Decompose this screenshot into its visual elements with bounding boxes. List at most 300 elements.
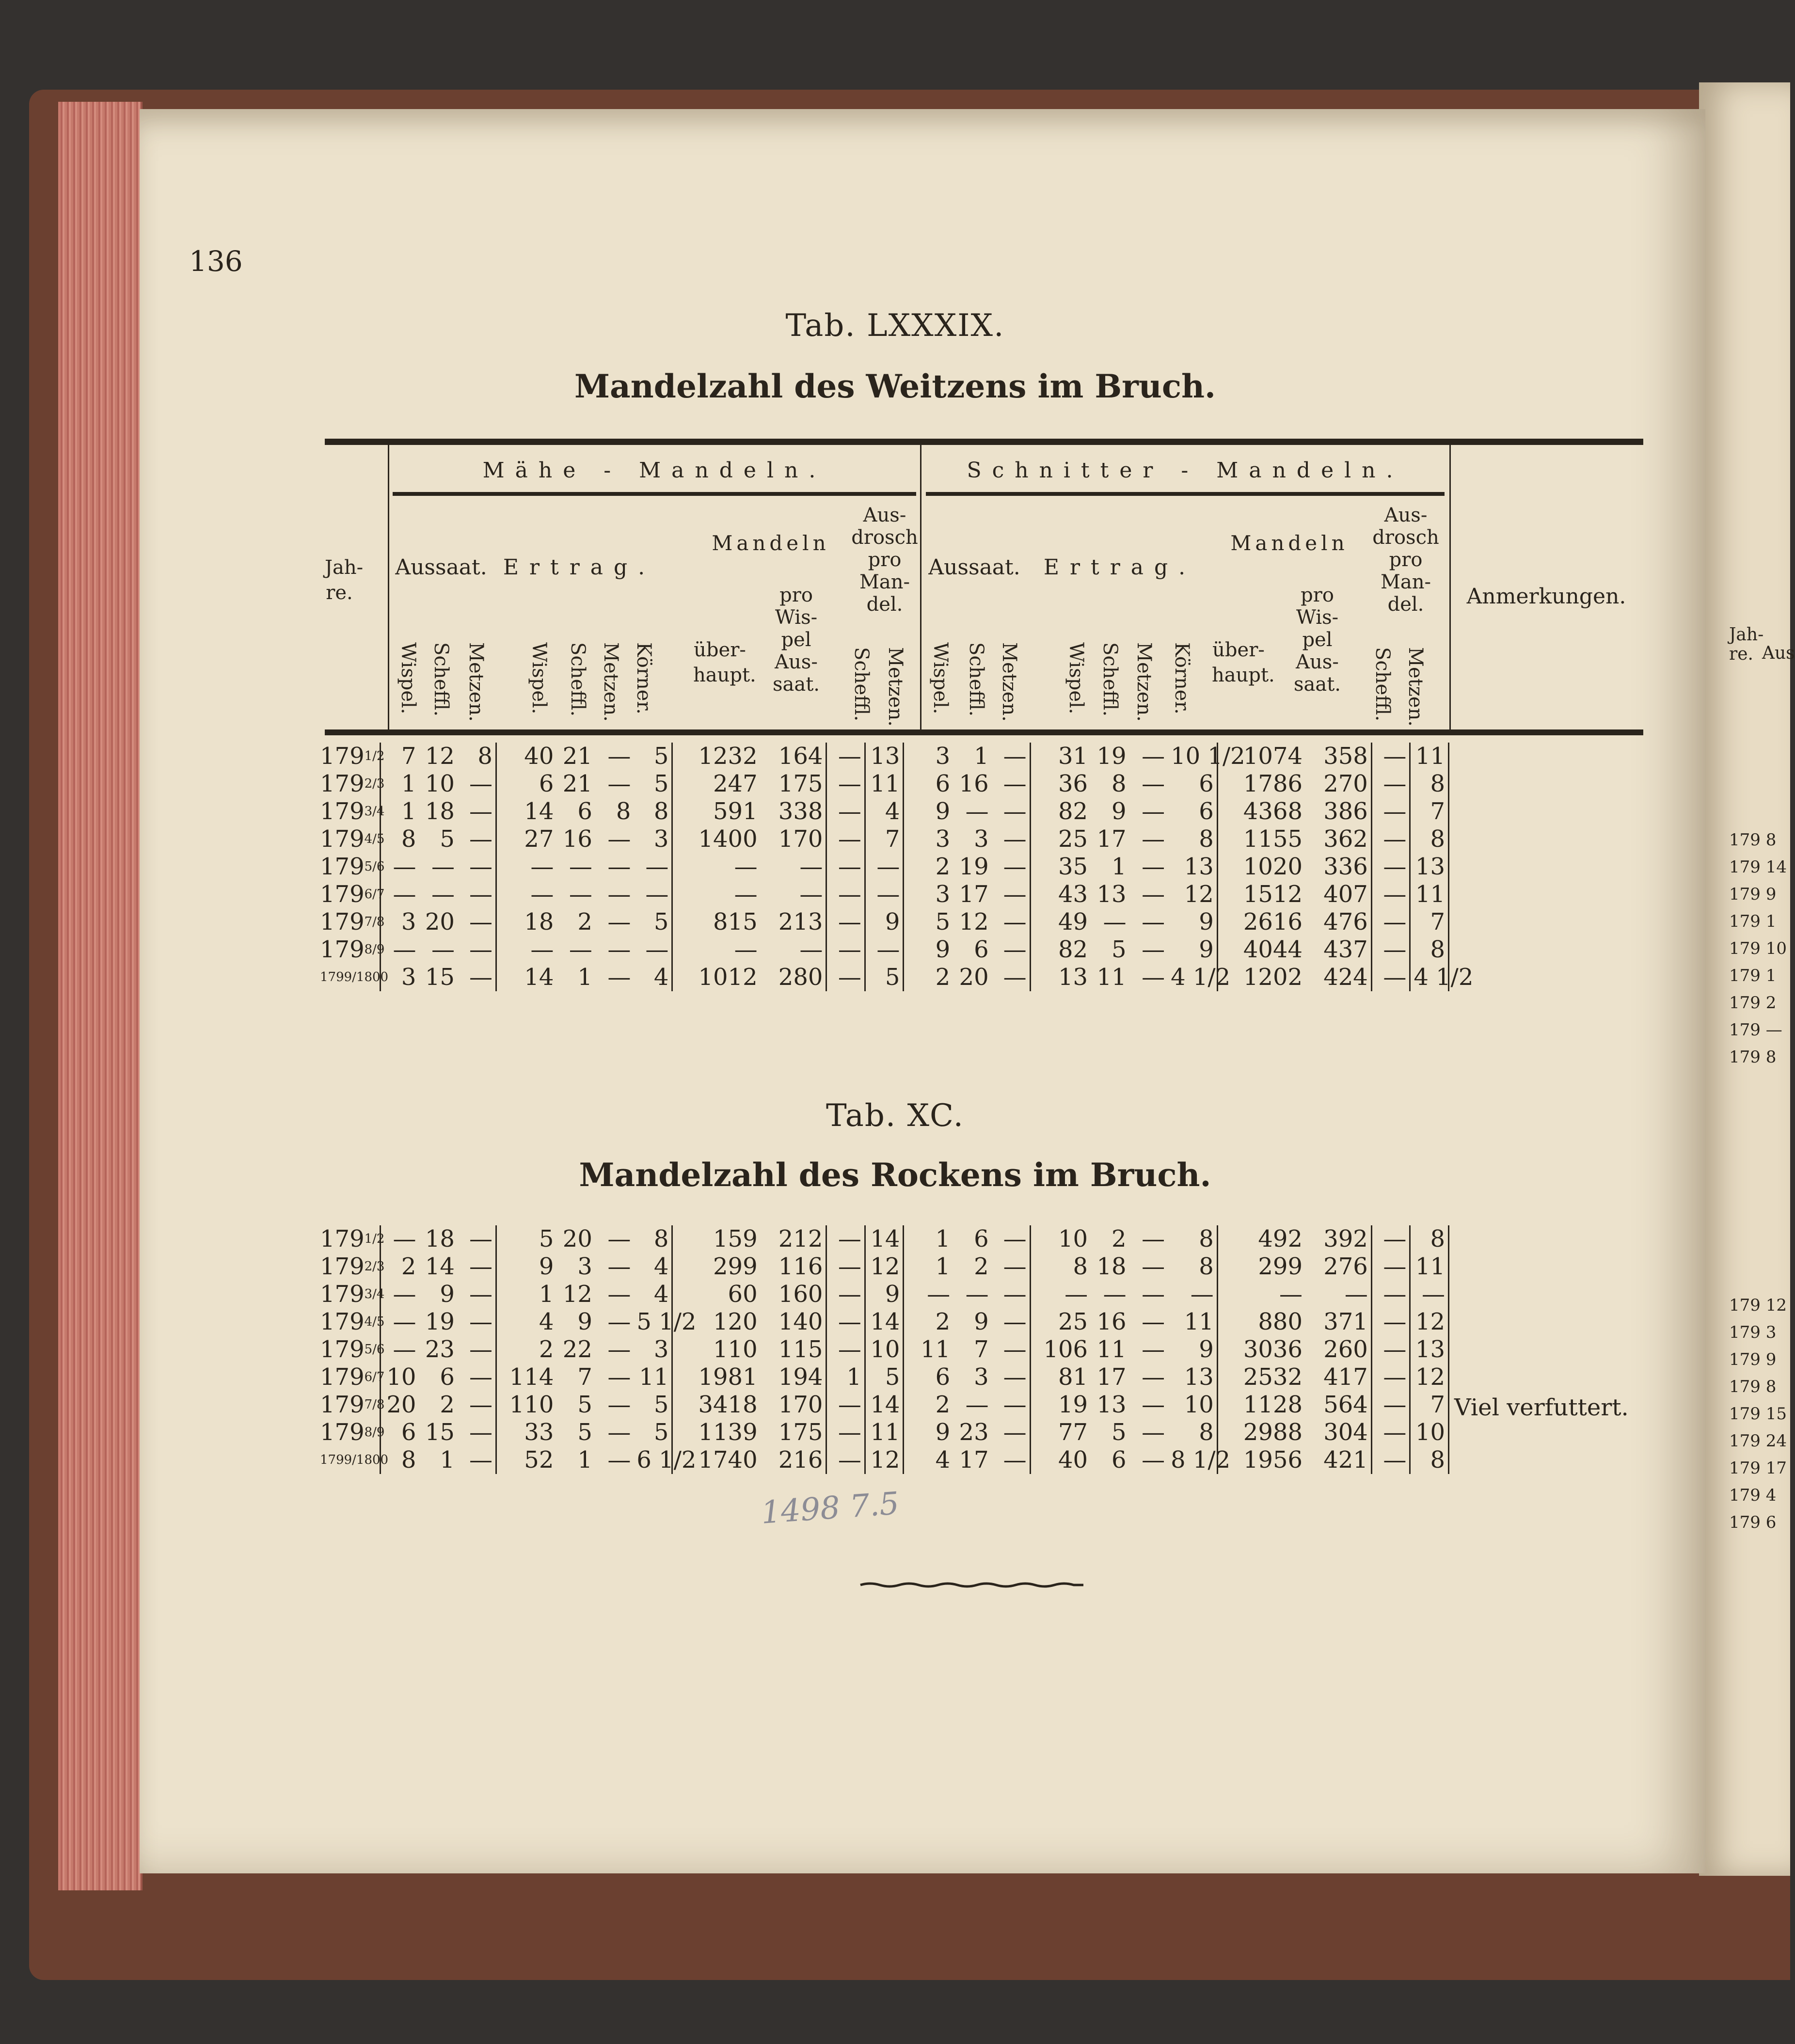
value-cell: —: [607, 1225, 631, 1252]
value-cell: —: [865, 936, 904, 964]
value-cell: 407: [1305, 881, 1371, 908]
value-cell: 12: [1410, 1363, 1449, 1391]
value-cell: —: [458, 1281, 496, 1308]
value-cell: 4: [539, 1308, 554, 1335]
value-cell: —: [1371, 825, 1410, 853]
value-cell: 417: [1305, 1363, 1371, 1391]
value-cell: 13: [865, 743, 904, 770]
value-cell: 33: [524, 1419, 554, 1446]
value-cell: —: [1142, 1253, 1165, 1280]
value-cell: —: [1371, 1336, 1410, 1363]
header-ertrag-1: Ertrag.: [503, 555, 656, 580]
table2-row: [320, 1308, 1449, 1336]
table2-body: [320, 1225, 1449, 1474]
value-cell: 815: [713, 908, 758, 935]
value-cell: —: [634, 936, 672, 964]
year-cell: $179^{4/5}$: [320, 1308, 385, 1335]
value-cell: 1: [440, 1446, 455, 1474]
value-cell: 175: [761, 1419, 826, 1446]
value-cell: 14: [865, 1225, 904, 1253]
value-cell: 5: [1112, 1419, 1127, 1446]
value-cell: 17: [1096, 825, 1127, 853]
value-cell: —: [634, 881, 672, 908]
value-cell: 11: [1410, 1253, 1449, 1281]
value-cell: —: [992, 936, 1031, 964]
value-cell: 20: [562, 1225, 592, 1252]
table2-subtitle: Mandelzahl des Rockens im Bruch.: [579, 1156, 1211, 1194]
value-cell: —: [1142, 1419, 1165, 1446]
table1-row: [320, 881, 1449, 908]
value-cell: 160: [761, 1281, 826, 1308]
value-cell: —: [1371, 964, 1410, 991]
value-cell: 1: [826, 1363, 865, 1391]
value-cell: 2: [935, 964, 951, 991]
value-cell: 8: [1168, 1225, 1217, 1253]
value-cell: 14: [865, 1391, 904, 1419]
value-cell: —: [826, 964, 865, 991]
value-cell: —: [1371, 1308, 1410, 1336]
value-cell: 4 1/2: [1410, 964, 1449, 991]
table1-row: [320, 853, 1449, 881]
value-cell: —: [1371, 798, 1410, 825]
header-jahre: Jah- re.: [325, 556, 364, 604]
value-cell: 17: [1096, 1363, 1127, 1391]
header-ertrag-2: Ertrag.: [1043, 555, 1196, 580]
table2-row: [320, 1225, 1449, 1253]
value-cell: 564: [1305, 1391, 1371, 1419]
value-cell: 10 1/2: [1168, 743, 1217, 770]
value-cell: 336: [1305, 853, 1371, 881]
value-cell: —: [607, 908, 631, 935]
value-cell: 2: [935, 1308, 951, 1335]
value-cell: 16: [959, 770, 989, 797]
value-cell: 25: [1058, 1308, 1088, 1335]
value-cell: —: [992, 964, 1031, 991]
value-cell: 1: [935, 1253, 951, 1280]
value-cell: —: [826, 1253, 865, 1281]
value-cell: —: [607, 1446, 631, 1474]
value-cell: 19: [959, 853, 989, 880]
value-cell: —: [761, 881, 826, 908]
value-cell: —: [431, 853, 455, 880]
value-cell: 3: [935, 881, 951, 908]
value-cell: 7: [577, 1363, 592, 1391]
value-cell: —: [607, 1391, 631, 1418]
next-page-cell: 179 8: [1729, 1377, 1777, 1396]
value-cell: —: [607, 1363, 631, 1391]
value-cell: 3: [634, 825, 672, 853]
value-cell: 4368: [1243, 798, 1303, 825]
value-cell: 49: [1058, 908, 1088, 935]
value-cell: 13: [1058, 964, 1088, 991]
value-cell: —: [458, 1308, 496, 1336]
value-cell: —: [607, 964, 631, 991]
value-cell: —: [393, 1281, 416, 1308]
value-cell: 10: [865, 1336, 904, 1363]
table1-row: [320, 798, 1449, 825]
table1-row: [320, 743, 1449, 770]
value-cell: 40: [1058, 1446, 1088, 1474]
value-cell: —: [569, 881, 592, 908]
value-cell: 25: [1058, 825, 1088, 853]
header-scheffel-6: Scheffl.: [1371, 647, 1394, 722]
value-cell: 13: [1168, 1363, 1217, 1391]
value-cell: —: [865, 853, 904, 881]
value-cell: —: [1142, 964, 1165, 991]
value-cell: 1020: [1243, 853, 1303, 880]
value-cell: 2: [935, 853, 951, 880]
value-cell: 12: [959, 908, 989, 935]
value-cell: —: [458, 1363, 496, 1391]
value-cell: 14: [425, 1253, 455, 1280]
value-cell: —: [1410, 1281, 1449, 1308]
value-cell: —: [1371, 1446, 1410, 1474]
group-maehe-mandeln: Mähe - Mandeln.: [482, 458, 826, 483]
value-cell: 9: [935, 936, 951, 963]
value-cell: —: [1371, 1363, 1410, 1391]
next-page-cell: 179 9: [1729, 1350, 1777, 1369]
value-cell: 8: [1410, 1225, 1449, 1253]
value-cell: 8: [616, 798, 631, 825]
value-cell: 11: [1410, 743, 1449, 770]
next-page-cell: 179 12: [1729, 1296, 1787, 1315]
value-cell: —: [1371, 936, 1410, 964]
year-cell: $179^{5/6}$: [320, 1336, 385, 1363]
value-cell: 106: [1043, 1336, 1088, 1363]
value-cell: 140: [761, 1308, 826, 1336]
value-cell: —: [965, 1391, 989, 1418]
header-metzen-1: Metzen.: [465, 642, 487, 722]
value-cell: —: [826, 1419, 865, 1446]
value-cell: 260: [1305, 1336, 1371, 1363]
value-cell: —: [569, 853, 592, 880]
value-cell: 77: [1058, 1419, 1088, 1446]
value-cell: 40: [524, 743, 554, 770]
value-cell: 4: [935, 1446, 951, 1474]
value-cell: 27: [524, 825, 554, 853]
header-wispel-1: Wispel.: [397, 642, 419, 714]
value-cell: —: [458, 881, 496, 908]
value-cell: 7: [1410, 908, 1449, 936]
value-cell: —: [826, 798, 865, 825]
value-cell: —: [1371, 743, 1410, 770]
value-cell: —: [607, 1281, 631, 1308]
value-cell: 299: [713, 1253, 758, 1280]
value-cell: —: [1371, 1391, 1410, 1419]
value-cell: 1202: [1243, 964, 1303, 991]
value-cell: 1981: [698, 1363, 758, 1391]
value-cell: 7: [1410, 798, 1449, 825]
value-cell: 8: [1112, 770, 1127, 797]
year-cell: $179^{3/4}$: [320, 798, 385, 825]
value-cell: 10: [1410, 1419, 1449, 1446]
value-cell: —: [458, 964, 496, 991]
value-cell: 12: [865, 1253, 904, 1281]
value-cell: —: [393, 1336, 416, 1363]
value-cell: 1128: [1243, 1391, 1303, 1418]
next-page-cell: 179 8: [1729, 1047, 1777, 1067]
value-cell: —: [1371, 881, 1410, 908]
next-page-cell: 179 —: [1729, 1020, 1782, 1040]
value-cell: 19: [1058, 1391, 1088, 1418]
value-cell: —: [458, 1419, 496, 1446]
value-cell: —: [1142, 1225, 1165, 1252]
value-cell: 10: [386, 1363, 416, 1391]
value-cell: 1: [935, 1225, 951, 1252]
next-page-cell: 179 24: [1729, 1431, 1787, 1451]
year-cell: $179^{1/2}$: [320, 1225, 385, 1252]
header-koerner-1: Körner.: [633, 642, 655, 714]
value-cell: 16: [1096, 1308, 1127, 1335]
value-cell: —: [393, 936, 416, 963]
value-cell: —: [1142, 1336, 1165, 1363]
header-scheffel-4: Scheffl.: [965, 642, 987, 717]
value-cell: 1: [974, 743, 989, 770]
value-cell: —: [458, 1253, 496, 1281]
year-cell: $179^{2/3}$: [320, 1253, 385, 1280]
value-cell: —: [1142, 1446, 1165, 1474]
value-cell: —: [1142, 1363, 1165, 1391]
table1-row: [320, 770, 1449, 798]
year-cell: 1799/1800: [320, 1446, 381, 1474]
value-cell: 170: [761, 1391, 826, 1419]
value-cell: 6: [1112, 1446, 1127, 1474]
value-cell: 11: [1168, 1308, 1217, 1336]
value-cell: —: [1168, 1281, 1217, 1308]
value-cell: —: [734, 936, 758, 963]
year-cell: $179^{4/5}$: [320, 825, 385, 853]
value-cell: 13: [1096, 1391, 1127, 1418]
value-cell: 5: [634, 1419, 672, 1446]
value-cell: 10: [1058, 1225, 1088, 1252]
value-cell: —: [1142, 1391, 1165, 1418]
value-cell: —: [1279, 1281, 1303, 1308]
table1-row: [320, 964, 1449, 991]
value-cell: —: [826, 770, 865, 798]
value-cell: 159: [713, 1225, 758, 1252]
value-cell: 2616: [1243, 908, 1303, 935]
value-cell: —: [607, 825, 631, 853]
value-cell: 880: [1258, 1308, 1303, 1335]
value-cell: —: [458, 825, 496, 853]
value-cell: 2988: [1243, 1419, 1303, 1446]
header-scheffel-1: Scheffl.: [430, 642, 452, 717]
value-cell: —: [393, 1308, 416, 1335]
value-cell: 1: [577, 964, 592, 991]
value-cell: 6: [440, 1363, 455, 1391]
value-cell: 35: [1058, 853, 1088, 880]
value-cell: 14: [524, 964, 554, 991]
value-cell: —: [992, 743, 1031, 770]
value-cell: 9: [865, 908, 904, 936]
value-cell: 43: [1058, 881, 1088, 908]
header-metzen-5: Metzen.: [1133, 642, 1155, 722]
year-cell: $179^{1/2}$: [320, 743, 385, 770]
value-cell: —: [1103, 1281, 1127, 1308]
value-cell: 170: [761, 825, 826, 853]
next-page-column-bottom: [1729, 1292, 1787, 1536]
value-cell: 6: [1168, 798, 1217, 825]
value-cell: 20: [959, 964, 989, 991]
value-cell: —: [865, 881, 904, 908]
value-cell: 492: [1258, 1225, 1303, 1252]
value-cell: —: [1371, 1281, 1410, 1308]
value-cell: 5: [634, 770, 672, 798]
year-cell: $179^{6/7}$: [320, 881, 385, 908]
value-cell: —: [1371, 1253, 1410, 1281]
value-cell: 11: [1096, 1336, 1127, 1363]
value-cell: 12: [562, 1281, 592, 1308]
value-cell: 5 1/2: [634, 1308, 672, 1336]
value-cell: 8 1/2: [1168, 1446, 1217, 1474]
next-page-column-top: [1729, 826, 1787, 1071]
value-cell: —: [826, 936, 865, 964]
value-cell: —: [1371, 908, 1410, 936]
value-cell: 17: [959, 881, 989, 908]
header-wispel-4: Wispel.: [1065, 642, 1087, 714]
value-cell: 5: [577, 1419, 592, 1446]
value-cell: 3: [401, 964, 416, 991]
table1-row: [320, 908, 1449, 936]
value-cell: 194: [761, 1363, 826, 1391]
value-cell: —: [992, 1419, 1031, 1446]
table1-title: Tab. LXXXIX.: [785, 308, 1005, 344]
value-cell: 276: [1305, 1253, 1371, 1281]
value-cell: —: [992, 1308, 1031, 1336]
value-cell: —: [1371, 853, 1410, 881]
value-cell: —: [1142, 881, 1165, 908]
value-cell: 11: [1410, 881, 1449, 908]
header-metzen-4: Metzen.: [998, 642, 1020, 722]
value-cell: 13: [1410, 853, 1449, 881]
value-cell: 11: [1096, 964, 1127, 991]
value-cell: —: [992, 853, 1031, 881]
value-cell: 3036: [1243, 1336, 1303, 1363]
value-cell: 6: [935, 770, 951, 797]
value-cell: 20: [425, 908, 455, 935]
value-cell: —: [992, 1253, 1031, 1281]
value-cell: 9: [440, 1281, 455, 1308]
value-cell: —: [458, 936, 496, 964]
header-pro-wispel-2: pro Wis- pel Aus- saat.: [1293, 584, 1341, 696]
value-cell: 4044: [1243, 936, 1303, 963]
value-cell: 4: [634, 964, 672, 991]
value-cell: 6: [1168, 770, 1217, 798]
value-cell: —: [826, 881, 865, 908]
year-cell: $179^{6/7}$: [320, 1363, 385, 1391]
value-cell: —: [826, 743, 865, 770]
header-ausdrosch-2: Aus- drosch pro Man- del.: [1372, 504, 1439, 616]
value-cell: 16: [562, 825, 592, 853]
value-cell: 1: [577, 1446, 592, 1474]
year-cell: $179^{7/8}$: [320, 1391, 385, 1418]
value-cell: —: [458, 1391, 496, 1419]
value-cell: —: [458, 1225, 496, 1253]
value-cell: —: [761, 853, 826, 881]
value-cell: —: [458, 1446, 496, 1474]
value-cell: 3: [401, 908, 416, 935]
table2-row: [320, 1336, 1449, 1363]
value-cell: 9: [1112, 798, 1127, 825]
value-cell: 392: [1305, 1225, 1371, 1253]
value-cell: 1: [1112, 853, 1127, 880]
value-cell: 5: [1112, 936, 1127, 963]
value-cell: —: [992, 1446, 1031, 1474]
value-cell: 5: [577, 1391, 592, 1418]
value-cell: 21: [562, 770, 592, 797]
value-cell: 591: [713, 798, 758, 825]
value-cell: 2: [539, 1336, 554, 1363]
value-cell: 12: [1168, 881, 1217, 908]
value-cell: —: [1103, 908, 1127, 935]
value-cell: 13: [1410, 1336, 1449, 1363]
value-cell: —: [1371, 1225, 1410, 1253]
value-cell: —: [607, 881, 631, 908]
value-cell: 8: [1410, 1446, 1449, 1474]
value-cell: —: [992, 908, 1031, 936]
value-cell: 9: [974, 1308, 989, 1335]
header-ueberhaupt-1: über- haupt.: [693, 639, 756, 686]
value-cell: 7: [974, 1336, 989, 1363]
value-cell: 437: [1305, 936, 1371, 964]
value-cell: 299: [1258, 1253, 1303, 1280]
value-cell: 1786: [1243, 770, 1303, 797]
value-cell: —: [1142, 936, 1165, 963]
value-cell: —: [1142, 1308, 1165, 1335]
value-cell: —: [607, 743, 631, 770]
header-scheffel-5: Scheffl.: [1099, 642, 1121, 717]
value-cell: 114: [509, 1363, 554, 1391]
value-cell: 4: [865, 798, 904, 825]
value-cell: 9: [935, 1419, 951, 1446]
next-page-cell: 179 2: [1729, 993, 1777, 1013]
value-cell: 15: [425, 1419, 455, 1446]
value-cell: 14: [524, 798, 554, 825]
table2-row: [320, 1363, 1449, 1391]
value-cell: 17: [959, 1446, 989, 1474]
value-cell: 5: [865, 1363, 904, 1391]
table1-subtitle: Mandelzahl des Weitzens im Bruch.: [574, 367, 1216, 405]
value-cell: 1400: [698, 825, 758, 853]
header-metzen-6: Metzen.: [1404, 647, 1427, 727]
table2-row: [320, 1391, 1449, 1419]
value-cell: 82: [1058, 798, 1088, 825]
next-page-cell: 179 4: [1729, 1486, 1777, 1505]
table2-title: Tab. XC.: [826, 1098, 964, 1134]
value-cell: 3: [974, 1363, 989, 1391]
header-metzen-3: Metzen.: [884, 647, 906, 727]
value-cell: 1232: [698, 743, 758, 770]
value-cell: 19: [1096, 743, 1127, 770]
value-cell: 7: [865, 825, 904, 853]
value-cell: —: [826, 1308, 865, 1336]
value-cell: 14: [865, 1308, 904, 1336]
next-page-header-2: Aus: [1762, 643, 1795, 663]
value-cell: 8: [1410, 936, 1449, 964]
value-cell: 11: [921, 1336, 951, 1363]
value-cell: —: [393, 881, 416, 908]
header-ausdrosch-1: Aus- drosch pro Man- del.: [851, 504, 918, 616]
table2-row: [320, 1446, 1449, 1474]
value-cell: 175: [761, 770, 826, 798]
value-cell: —: [393, 853, 416, 880]
value-cell: 8: [634, 1225, 672, 1253]
next-page-cell: 179 15: [1729, 1404, 1787, 1424]
next-page-cell: 179 17: [1729, 1458, 1787, 1478]
table2-remark: Viel verfuttert.: [1454, 1394, 1629, 1421]
year-cell: $179^{8/9}$: [320, 936, 385, 963]
pencil-annotation: 1498 7.5: [760, 1486, 901, 1531]
